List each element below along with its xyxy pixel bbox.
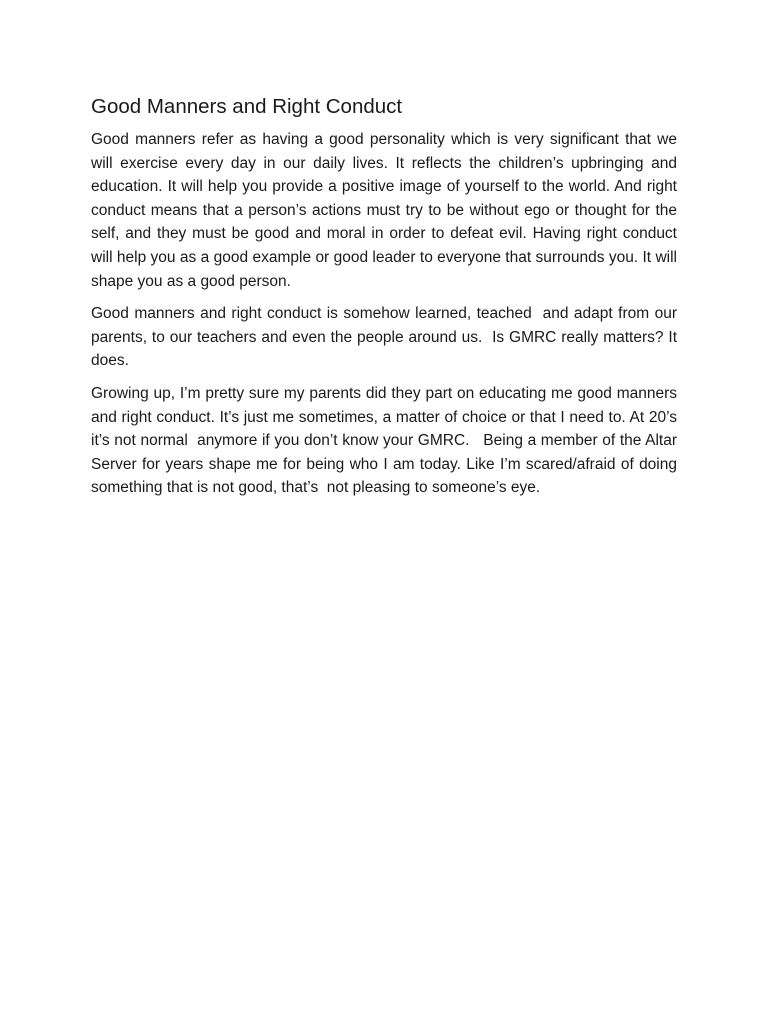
paragraph-1: Good manners refer as having a good personality which is very significant that we will exercise every day in our daily lives. It reflects the children’s upbringing and education. It will help you provide a positive image of yourself to the world. And right conduct means that a person’s actions must try to be without ego or thought for the self, and they must be good and moral in order to defeat evil. Having right conduct will help you as a good example or good leader to everyone that surrounds you. It will shape you as a good person.: [91, 131, 682, 290]
paragraph-2: Good manners and right conduct is somehow learned, teached and adapt from our parents, to our teachers and even the people around us. Is GMRC really matters? It does.: [91, 305, 682, 370]
paragraph-3: Growing up, I’m pretty sure my parents did they part on educating me good manners and right conduct. It’s just me sometimes, a matter of choice or that I need to. At 20’s it’s not normal anymore if you don’t know your GMRC. Being a member of the Altar Server for years shape me for being who I am today. Like I’m scared/afraid of doing something that is not good, that’s not pleasing to someone’s eye.: [91, 384, 682, 497]
document-page: [91, 92, 682, 509]
document-title: Good Manners and Right Conduct: [91, 95, 403, 118]
